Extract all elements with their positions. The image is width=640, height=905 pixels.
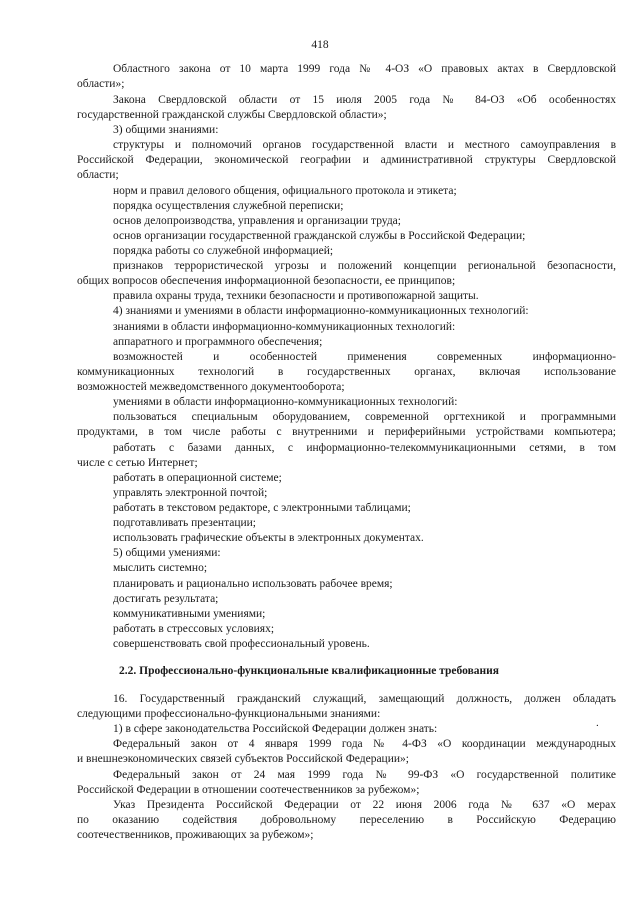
- text-line: планировать и рационально использовать рабочее время;: [113, 578, 393, 590]
- text-line: использовать графические объекты в электронных документах.: [113, 532, 424, 544]
- text-line: 1) в сфере законодательства Российской Федерации должен знать:: [113, 723, 438, 735]
- text-line: работать в стрессовых условиях;: [113, 623, 275, 635]
- text-line: соотечественников, проживающих за рубежом»;: [77, 829, 314, 841]
- text-line: 5) общими умениями:: [113, 547, 221, 559]
- text-line: достигать результата;: [113, 593, 219, 605]
- text-line: Закона Свердловской области от 15 июля 2005 года № 84-ОЗ «Об особенностях: [113, 94, 616, 106]
- text-line: основ делопроизводства, управления и организации труда;: [113, 215, 401, 227]
- text-line: Указ Президента Российской Федерации от 22 июня 2006 года № 637 «О мерах: [113, 799, 616, 811]
- text-line: структуры и полномочий органов государственной власти и местного самоуправления в: [113, 139, 616, 151]
- text-line: общих вопросов обеспечения информационной безопасности, ее принципов;: [77, 275, 456, 287]
- text-line: управлять электронной почтой;: [113, 487, 268, 499]
- text-line: следующими профессионально-функциональными знаниями:: [77, 708, 381, 720]
- text-line: работать с базами данных, с информационно-телекоммуникационными сетями, в том: [113, 442, 616, 454]
- text-line: совершенствовать свой профессиональный уровень.: [113, 638, 370, 650]
- text-line: Федеральный закон от 24 мая 1999 года № 99-ФЗ «О государственной политике: [113, 769, 616, 781]
- text-line: признаков террористической угрозы и положений концепции региональной безопасности,: [113, 260, 616, 272]
- text-line: мыслить системно;: [113, 562, 208, 574]
- text-line: пользоваться специальным оборудованием, современной оргтехникой и программными: [113, 411, 616, 423]
- text-line: числе с сетью Интернет;: [77, 457, 198, 469]
- text-line: 3) общими знаниями:: [113, 124, 219, 136]
- text-line: по оказанию содействия добровольному переселению в Российскую Федерацию: [77, 814, 616, 826]
- text-line: области»;: [77, 78, 125, 90]
- section-heading: 2.2. Профессионально-функциональные квалификационные требования: [119, 665, 500, 677]
- scan-mark: .: [596, 717, 599, 729]
- text-line: порядка работы со служебной информацией;: [113, 245, 334, 257]
- text-line: 4) знаниями и умениями в области информационно-коммуникационных технологий:: [113, 305, 529, 317]
- text-line: продуктами, в том числе работы с внутренними и периферийными устройствами компьютера;: [77, 426, 616, 438]
- text-line: аппаратного и программного обеспечения;: [113, 336, 323, 348]
- text-line: области;: [77, 169, 119, 181]
- text-line: государственной гражданской службы Свердловской области»;: [77, 109, 387, 121]
- text-line: подготавливать презентации;: [113, 517, 257, 529]
- text-line: работать в операционной системе;: [113, 472, 282, 484]
- text-line: и внешнеэкономических связей субъектов Российской Федерации»;: [77, 753, 409, 765]
- text-line: Российской Федерации, экономической географии и административной структуры Свердловской: [77, 154, 616, 166]
- text-line: основ организации государственной гражданской службы в Российской Федерации;: [113, 230, 526, 242]
- text-line: работать в текстовом редакторе, с электронными таблицами;: [113, 502, 411, 514]
- text-line: 16. Государственный гражданский служащий, замещающий должность, должен обладать: [113, 693, 616, 705]
- text-line: порядка осуществления служебной переписки;: [113, 200, 344, 212]
- text-line: знаниями в области информационно-коммуникационных технологий:: [113, 321, 456, 333]
- page-number: 418: [311, 39, 329, 51]
- text-line: умениями в области информационно-коммуникационных технологий:: [113, 396, 458, 408]
- text-line: коммуникативными умениями;: [113, 608, 266, 620]
- text-line: Российской Федерации в отношении соотечественников за рубежом»;: [77, 784, 420, 796]
- text-line: правила охраны труда, техники безопасности и противопожарной защиты.: [113, 290, 479, 302]
- text-line: коммуникационных технологий в государственных органах, включая использование: [77, 366, 616, 378]
- text-line: Областного закона от 10 марта 1999 года № 4-ОЗ «О правовых актах в Свердловской: [113, 63, 616, 75]
- text-line: норм и правил делового общения, официального протокола и этикета;: [113, 185, 457, 197]
- text-line: возможностей межведомственного документооборота;: [77, 381, 345, 393]
- text-line: Федеральный закон от 4 января 1999 года № 4-ФЗ «О координации международных: [113, 738, 616, 750]
- text-line: возможностей и особенностей применения современных информационно-: [113, 351, 616, 363]
